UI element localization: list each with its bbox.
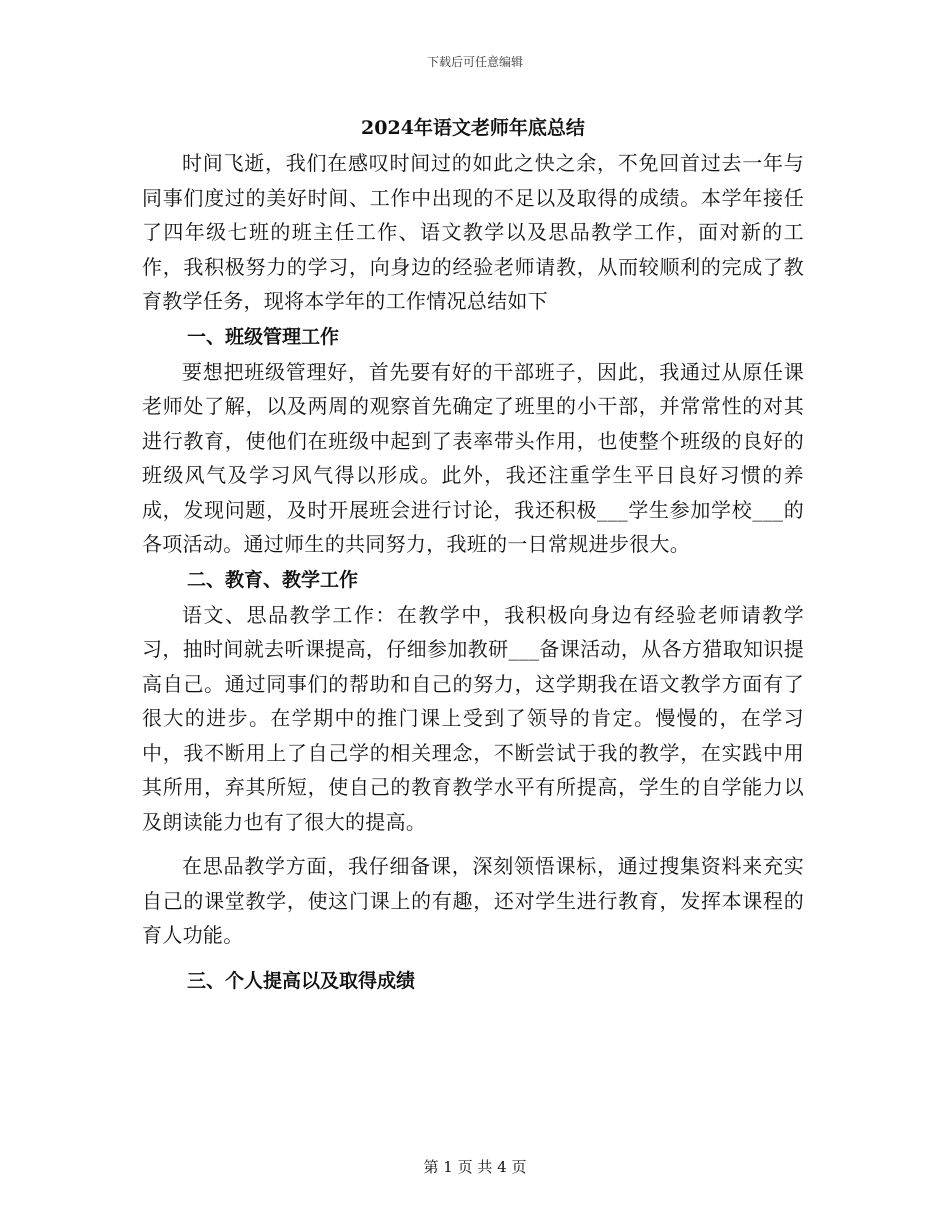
header-note: 下载后可任意编辑 xyxy=(426,55,523,69)
section-heading-personal-improvement: 三、个人提高以及取得成绩 xyxy=(187,969,416,992)
section-paragraph: 语文、思品教学工作：在教学中，我积极向身边有经验老师请教学习，抽时间就去听课提高，仔细参加教研___备课活动，从各方猎取知识提高自己。通过同事们的帮助和自己的努力，这学期我在语文教学方面有了很大的进步。在学期中的推门课上受到了领导的肯定。慢慢的，在学习中，我不断用上了自己学的相关理念，不断尝试于我的教学，在实践中用其所用，弃其所短，使自己的教育教学水平有所提高，学生的自学能力以及朗读能力也有了很大的提高。 xyxy=(142,602,804,834)
section-heading-education-teaching: 二、教育、教学工作 xyxy=(187,568,359,591)
intro-paragraph: 时间飞逝，我们在感叹时间过的如此之快之余，不免回首过去一年与同事们度过的美好时间、工作中出现的不足以及取得的成绩。本学年接任了四年级七班的班主任工作、语文教学以及思品教学工作，面对新的工作，我积极努力的学习，向身边的经验老师请教，从而较顺利的完成了教育教学任务，现将本学年的工作情况总结如下 xyxy=(142,151,804,313)
section-paragraph: 在思品教学方面，我仔细备课，深刻领悟课标，通过搜集资料来充实自己的课堂教学，使这门课上的有趣，还对学生进行教育，发挥本课程的育人功能。 xyxy=(142,854,804,947)
section-paragraph: 要想把班级管理好，首先要有好的干部班子，因此，我通过从原任课老师处了解，以及两周的观察首先确定了班里的小干部，并常常性的对其进行教育，使他们在班级中起到了表率带头作用，也使整个班级的良好的班级风气及学习风气得以形成。此外，我还注重学生平日良好习惯的养成，发现问题，及时开展班会进行讨论，我还积极___学生参加学校___的各项活动。通过师生的共同努力，我班的一日常规进步很大。 xyxy=(142,359,804,556)
document-title: 2024年语文老师年底总结 xyxy=(361,117,585,139)
page-number-footer: 第 1 页 共 4 页 xyxy=(423,1158,527,1176)
section-heading-class-management: 一、班级管理工作 xyxy=(187,325,340,348)
document-body xyxy=(142,110,804,999)
